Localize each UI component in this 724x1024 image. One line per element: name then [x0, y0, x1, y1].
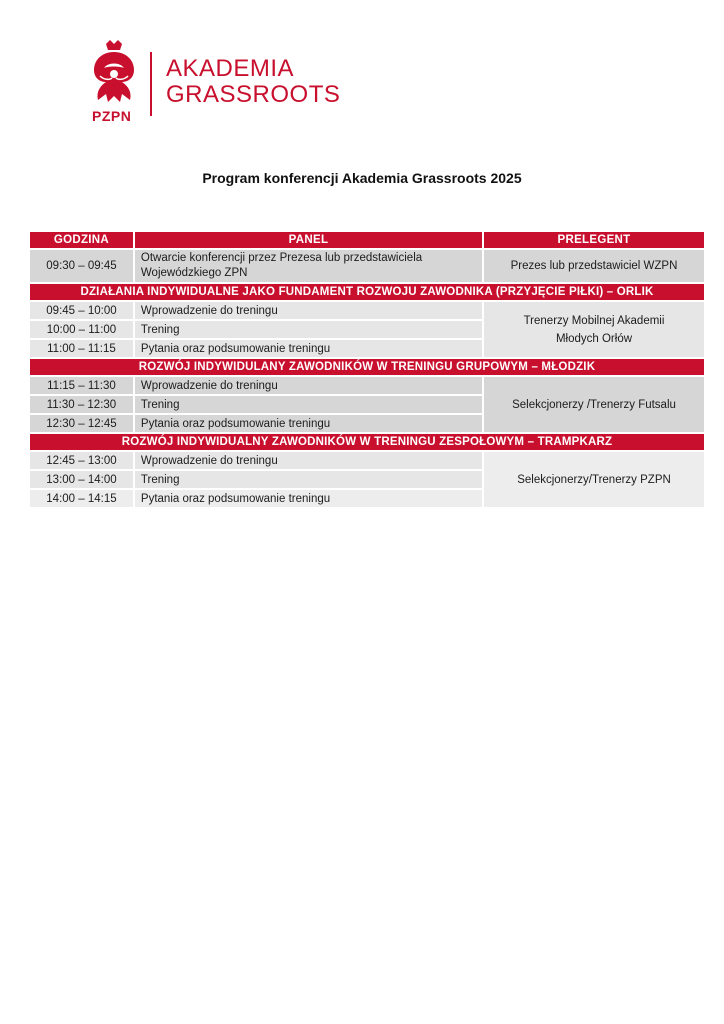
- speaker-line-1: Trenerzy Mobilnej Akademii: [523, 314, 665, 327]
- cell-time: 11:00 – 11:15: [30, 340, 133, 357]
- cell-time: 09:45 – 10:00: [30, 302, 133, 319]
- speaker-line-2: Młodych Orłów: [555, 332, 633, 345]
- cell-panel: Wprowadzenie do treningu: [135, 302, 482, 319]
- cell-speaker: Selekcjonerzy/Trenerzy PZPN: [484, 452, 704, 507]
- cell-panel: Pytania oraz podsumowanie treningu: [135, 490, 482, 507]
- schedule-table: [28, 230, 706, 509]
- brand-line-2: GRASSROOTS: [166, 81, 341, 108]
- cell-time: 13:00 – 14:00: [30, 471, 133, 488]
- cell-speaker: Prezes lub przedstawiciel WZPN: [484, 250, 704, 282]
- panel-line-2: Wojewódzkiego ZPN: [140, 267, 248, 279]
- cell-time: 11:30 – 12:30: [30, 396, 133, 413]
- section-header-row: [30, 434, 704, 450]
- cell-speaker: Selekcjonerzy /Trenerzy Futsalu: [484, 377, 704, 432]
- cell-time: 10:00 – 11:00: [30, 321, 133, 338]
- table-header-row: [30, 232, 704, 248]
- section-title: ROZWÓJ INDYWIDULANY ZAWODNIKÓW W TRENINGU GRUPOWYM – MŁODZIK: [30, 359, 704, 375]
- logo-divider: [150, 52, 152, 116]
- section-header-row: [30, 359, 704, 375]
- cell-panel: Wprowadzenie do treningu: [135, 377, 482, 394]
- section-title: ROZWÓJ INDYWIDUALNY ZAWODNIKÓW W TRENINGU ZESPOŁOWYM – TRAMPKARZ: [30, 434, 704, 450]
- cell-speaker: [484, 302, 704, 357]
- table-row: [30, 377, 704, 394]
- section-title: DZIAŁANIA INDYWIDUALNE JAKO FUNDAMENT ROZWOJU ZAWODNIKA (PRZYJĘCIE PIŁKI) – ORLIK: [30, 284, 704, 300]
- cell-panel: Pytania oraz podsumowanie treningu: [135, 415, 482, 432]
- cell-time: 09:30 – 09:45: [30, 250, 133, 282]
- pzpn-emblem-label: PZPN: [92, 108, 132, 124]
- brand-name: [166, 56, 340, 108]
- cell-time: 12:30 – 12:45: [30, 415, 133, 432]
- cell-panel: [135, 250, 482, 282]
- header-time: GODZINA: [30, 232, 133, 248]
- cell-time: 11:15 – 11:30: [30, 377, 133, 394]
- document-title: Program konferencji Akademia Grassroots 2025: [202, 170, 522, 186]
- table-row: [30, 302, 704, 319]
- cell-panel: Trening: [135, 321, 482, 338]
- section-header-row: [30, 284, 704, 300]
- brand-line-1: AKADEMIA: [166, 55, 295, 82]
- table-row: [30, 452, 704, 469]
- cell-panel: Pytania oraz podsumowanie treningu: [135, 340, 482, 357]
- cell-panel: Trening: [135, 471, 482, 488]
- panel-line-1: Otwarcie konferencji przez Prezesa lub przedstawiciela: [140, 252, 423, 264]
- cell-time: 14:00 – 14:15: [30, 490, 133, 507]
- cell-panel: Trening: [135, 396, 482, 413]
- cell-time: 12:45 – 13:00: [30, 452, 133, 469]
- logo: [86, 40, 341, 130]
- header-speaker: PRELEGENT: [484, 232, 704, 248]
- header-panel: PANEL: [135, 232, 482, 248]
- table-row-opening: [30, 250, 704, 282]
- cell-panel: Wprowadzenie do treningu: [135, 452, 482, 469]
